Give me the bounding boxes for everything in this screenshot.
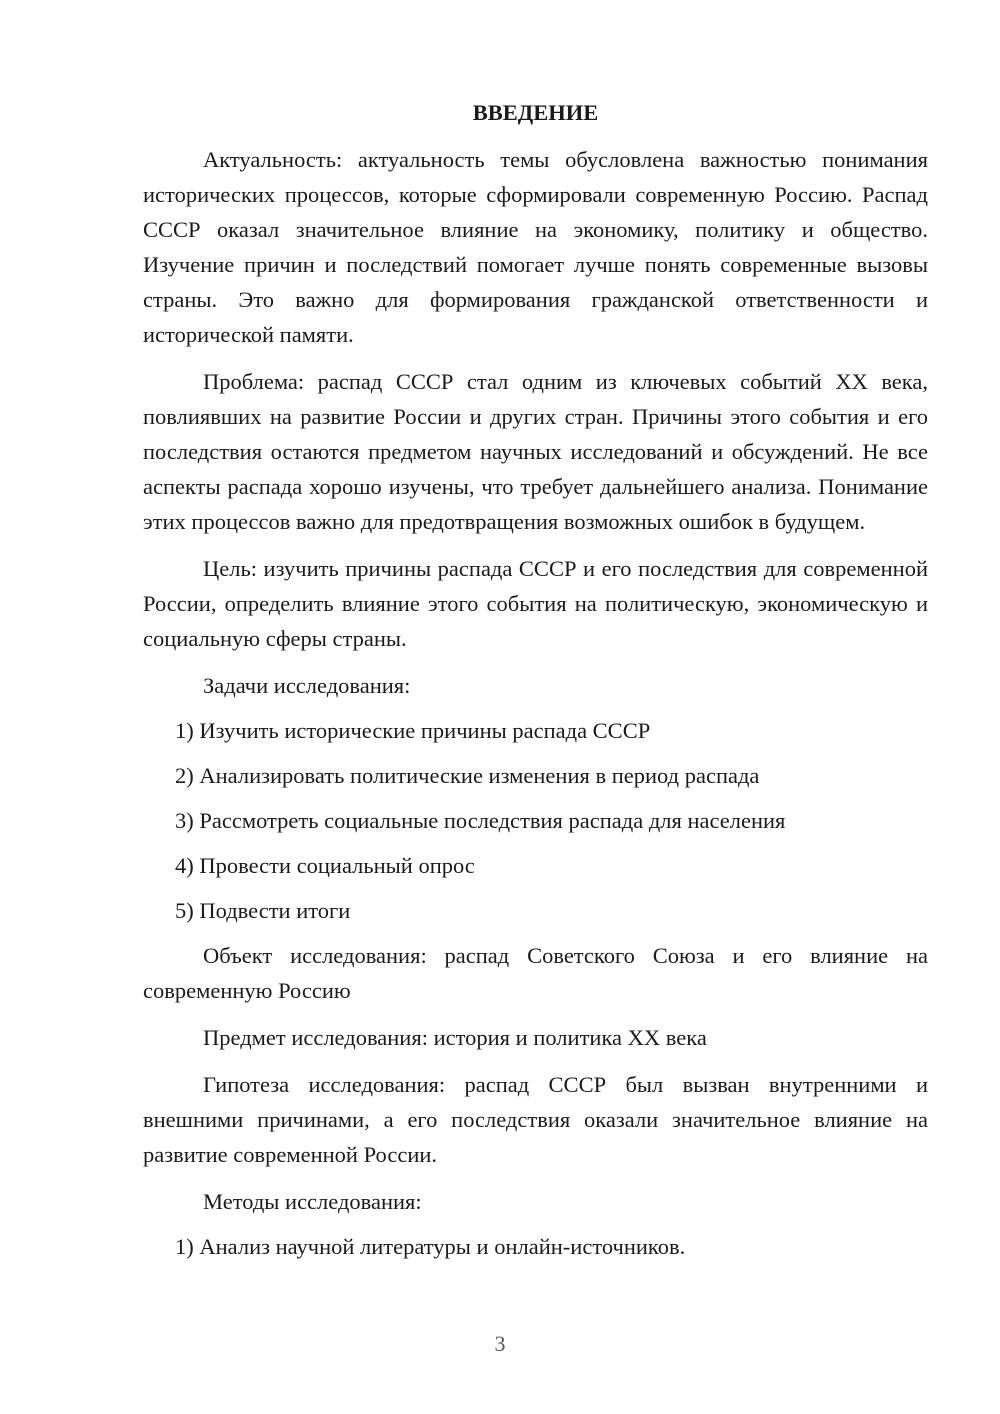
methods-list [143,1229,928,1264]
subject-paragraph: Предмет исследования: история и политика XX века [203,1025,707,1050]
page-content [143,95,928,1274]
methods-heading: Методы исследования: [203,1189,422,1214]
hypothesis-paragraph: Гипотеза исследования: распад СССР был вызван внутренними и внешними причинами, а его последствия оказали значительное влияние на развитие современной России. [143,1072,928,1167]
tasks-heading: Задачи исследования: [203,673,411,698]
task-item: 1) Изучить исторические причины распада СССР [175,718,651,743]
task-item: 4) Провести социальный опрос [175,853,475,878]
page-number: 3 [494,1331,506,1356]
relevance-paragraph: Актуальность: актуальность темы обусловлена важностью понимания исторических процессов, которые сформировали современную Россию. Распад СССР оказал значительное влияние на экономику, политику и общество. Изучение причин и последствий помогает лучше понять современные вызовы страны. Это важно для формирования гражданской ответственности и исторической памяти. [143,147,928,347]
section-title: ВВЕДЕНИЕ [472,100,599,125]
problem-paragraph: Проблема: распад СССР стал одним из ключевых событий XX века, повлиявших на развитие России и других стран. Причины этого события и его последствия остаются предметом научных исследований и обсуждений. Не все аспекты распада хорошо изучены, что требует дальнейшего анализа. Понимание этих процессов важно для предотвращения возможных ошибок в будущем. [143,369,928,534]
tasks-list [143,713,928,928]
method-item: 1) Анализ научной литературы и онлайн-источников. [175,1234,686,1259]
task-item: 3) Рассмотреть социальные последствия распада для населения [175,808,786,833]
goal-paragraph: Цель: изучить причины распада СССР и его последствия для современной России, определить влияние этого события на политическую, экономическую и социальную сферы страны. [143,556,928,651]
task-item: 2) Анализировать политические изменения в период распада [175,763,760,788]
object-paragraph: Объект исследования: распад Советского Союза и его влияние на современную Россию [143,943,928,1003]
task-item: 5) Подвести итоги [175,898,351,923]
